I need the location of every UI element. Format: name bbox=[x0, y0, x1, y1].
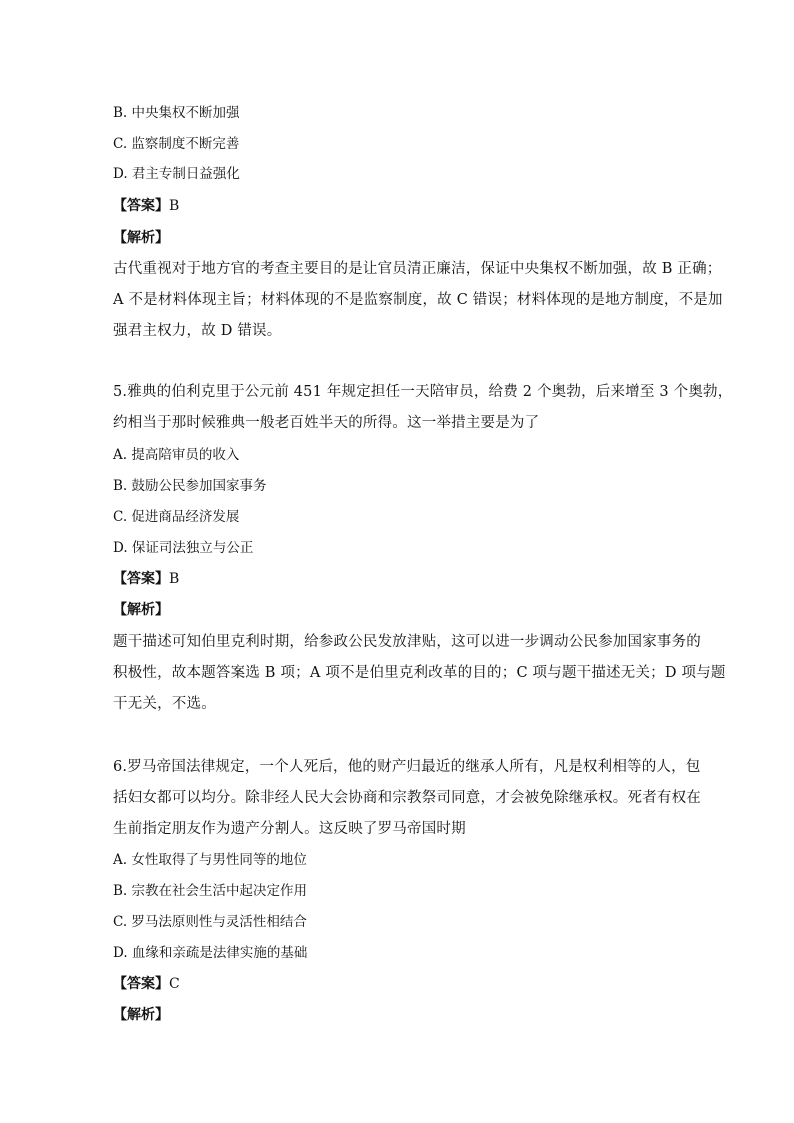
answer-value: B bbox=[169, 198, 180, 214]
q6-stem-line: 6.罗马帝国法律规定，一个人死后，他的财产归最近的继承人所有，凡是权利相等的人，包 bbox=[113, 759, 701, 775]
q4-analysis-line: 古代重视对于地方官的考查主要目的是让官员清正廉洁，保证中央集权不断加强，故 B 正确； bbox=[113, 261, 722, 277]
q4-option-c: C. 监察制度不断完善 bbox=[113, 136, 240, 152]
q4-analysis-line: A 不是材料体现主旨；材料体现的不是监察制度，故 C 错误；材料体现的是地方制度，不是加 bbox=[113, 292, 723, 308]
q6-analysis-label bbox=[113, 1005, 169, 1025]
answer-label: 【答案】 bbox=[113, 198, 169, 214]
q4-option-d: D. 君主专制日益强化 bbox=[113, 166, 240, 182]
q4-analysis-line: 强君主权力，故 D 错误。 bbox=[113, 323, 282, 339]
q5-stem-line: 约相当于那时候雅典一般老百姓半天的所得。这一举措主要是为了 bbox=[113, 415, 540, 431]
q5-answer bbox=[113, 569, 179, 589]
q6-stem-line: 括妇女都可以均分。除非经人民大会协商和宗教祭司同意，才会被免除继承权。死者有权在 bbox=[113, 790, 701, 806]
q5-analysis-line: 干无关，不选。 bbox=[113, 696, 216, 712]
answer-label: 【答案】 bbox=[113, 571, 169, 587]
q6-stem-line: 生前指定朋友作为遗产分割人。这反映了罗马帝国时期 bbox=[113, 821, 466, 837]
q5-analysis-line: 积极性，故本题答案选 B 项；A 项不是伯里克利改革的目的；C 项与题干描述无关；D 项与题 bbox=[113, 665, 726, 681]
answer-value: C bbox=[169, 976, 180, 992]
q6-option-a: A. 女性取得了与男性同等的地位 bbox=[113, 852, 307, 868]
q5-option-b: B. 鼓励公民参加国家事务 bbox=[113, 478, 267, 494]
answer-label: 【答案】 bbox=[113, 976, 169, 992]
q5-option-c: C. 促进商品经济发展 bbox=[113, 509, 240, 525]
q5-option-a: A. 提高陪审员的收入 bbox=[113, 447, 240, 463]
q4-analysis-label bbox=[113, 228, 169, 248]
q5-stem-line: 5.雅典的伯利克里于公元前 451 年规定担任一天陪审员，给费 2 个奥勃，后来增至 3 个奥勃， bbox=[113, 384, 733, 400]
q4-option-b: B. 中央集权不断加强 bbox=[113, 105, 240, 121]
analysis-label: 【解析】 bbox=[113, 1007, 169, 1023]
q6-answer bbox=[113, 974, 180, 994]
q5-option-d: D. 保证司法独立与公正 bbox=[113, 540, 254, 556]
q6-option-c: C. 罗马法原则性与灵活性相结合 bbox=[113, 914, 307, 930]
answer-value: B bbox=[169, 571, 180, 587]
analysis-label: 【解析】 bbox=[113, 602, 169, 618]
q5-analysis-label bbox=[113, 600, 169, 620]
q6-option-d: D. 血缘和亲疏是法律实施的基础 bbox=[113, 945, 308, 961]
q6-option-b: B. 宗教在社会生活中起决定作用 bbox=[113, 883, 308, 899]
q4-answer bbox=[113, 196, 179, 216]
analysis-label: 【解析】 bbox=[113, 230, 169, 246]
q5-analysis-line: 题干描述可知伯里克利时期，给参政公民发放津贴，这可以进一步调动公民参加国家事务的 bbox=[113, 634, 701, 650]
